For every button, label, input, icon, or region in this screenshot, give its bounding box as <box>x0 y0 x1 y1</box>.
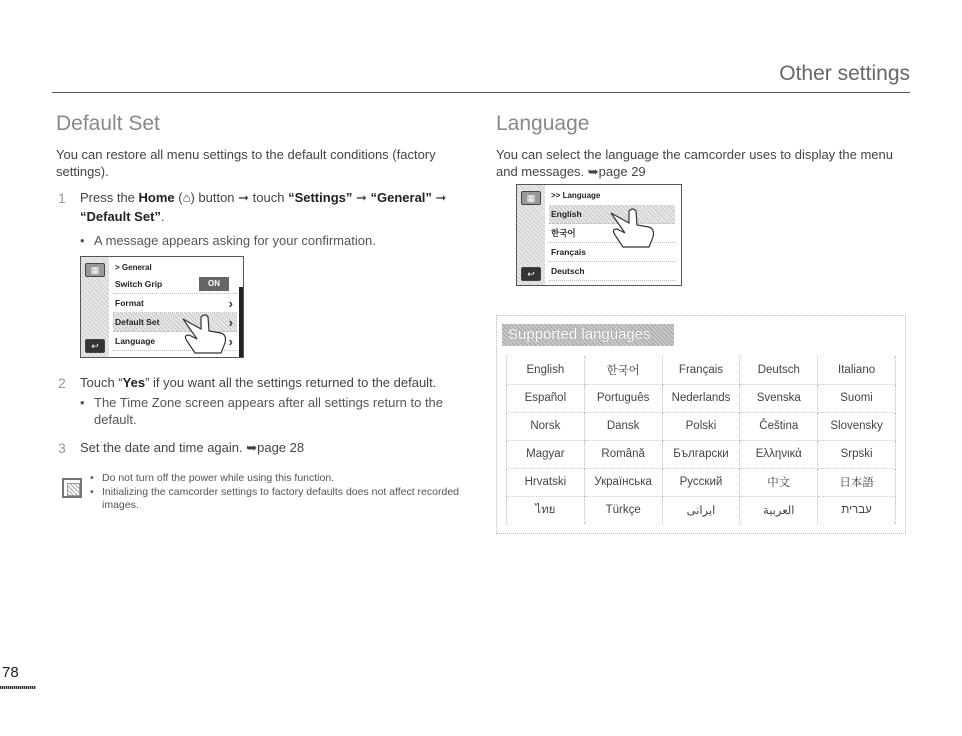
language-cell: Dansk <box>584 412 662 440</box>
language-cell: English <box>507 356 585 384</box>
on-toggle: ON <box>199 277 229 291</box>
screen-header: >> Language <box>551 191 601 200</box>
language-intro: You can select the language the camcorder uses to display the menu and messages. ➥page 29 <box>496 147 893 179</box>
language-cell: 日本語 <box>818 468 896 496</box>
language-cell: Svenska <box>740 384 818 412</box>
language-cell: Български <box>662 440 740 468</box>
language-row-english: English <box>549 205 675 224</box>
language-cell: Română <box>584 440 662 468</box>
page-header-title: Other settings <box>779 62 910 85</box>
language-cell: Slovensky <box>818 412 896 440</box>
language-cell: Polski <box>662 412 740 440</box>
language-cell: Suomi <box>818 384 896 412</box>
default-set-title: Default Set <box>56 112 160 135</box>
language-cell: Русский <box>662 468 740 496</box>
step-3-text: Set the date and time again. ➥page 28 <box>80 440 305 455</box>
chevron-right-icon: › <box>228 296 233 311</box>
language-cell: עברית <box>818 496 896 524</box>
step-2-bullet: • The Time Zone screen appears after all settings return to the default. <box>78 394 468 428</box>
page-number-rule <box>0 686 36 689</box>
step-1-number: 1 <box>58 190 66 206</box>
language-cell: Nederlands <box>662 384 740 412</box>
language-row-german: Deutsch <box>549 262 675 281</box>
default-set-intro: You can restore all menu settings to the default conditions (factory settings). <box>56 147 436 179</box>
language-cell: العربية <box>740 496 818 524</box>
menu-row-default-set: Default Set › <box>113 313 237 332</box>
language-cell: Ελληνικά <box>740 440 818 468</box>
step-1-bullet: • A message appears asking for your confirmation. <box>78 232 468 249</box>
screen-header: > General <box>115 263 152 272</box>
table-row <box>507 496 896 524</box>
language-cell: Deutsch <box>740 356 818 384</box>
language-cell: Português <box>584 384 662 412</box>
step-3-number: 3 <box>58 440 66 456</box>
menu-icon: ▦ <box>85 263 105 277</box>
table-row <box>507 356 896 384</box>
language-cell: 한국어 <box>584 356 662 384</box>
language-cell: Français <box>662 356 740 384</box>
table-row <box>507 412 896 440</box>
language-cell: Hrvatski <box>507 468 585 496</box>
menu-row-language: Language › <box>113 332 237 351</box>
step-1-text: Press the Home (⌂) button ➞ touch “Settings” ➞ “General” ➞ “Default Set”. <box>80 190 447 224</box>
language-title: Language <box>496 112 590 135</box>
chevron-right-icon: › <box>228 334 233 349</box>
touch-hand-icon <box>181 311 233 355</box>
supported-languages-table <box>506 356 896 524</box>
step-2-number: 2 <box>58 375 66 391</box>
note-icon <box>62 478 82 498</box>
table-row <box>507 384 896 412</box>
language-cell: ایرانی <box>662 496 740 524</box>
language-cell: Türkçe <box>584 496 662 524</box>
back-icon: ↩ <box>85 339 105 353</box>
general-menu-screen <box>80 256 244 358</box>
language-cell: Magyar <box>507 440 585 468</box>
language-cell: ไทย <box>507 496 585 524</box>
menu-row-switch-grip: Switch Grip ON <box>113 275 237 294</box>
chevron-right-icon: › <box>228 315 233 330</box>
touch-hand-icon <box>609 205 661 249</box>
page-number: 78 <box>2 664 19 681</box>
language-cell: Español <box>507 384 585 412</box>
step-2-text: Touch “Yes” if you want all the settings returned to the default. <box>80 375 437 390</box>
note-item: • Do not turn off the power while using this function. <box>88 472 468 485</box>
language-cell: Українська <box>584 468 662 496</box>
language-cell: Italiano <box>818 356 896 384</box>
language-cell: Čeština <box>740 412 818 440</box>
table-row <box>507 468 896 496</box>
screen-scrollbar <box>239 287 243 357</box>
language-row-french: Français <box>549 243 675 262</box>
language-cell: Srpski <box>818 440 896 468</box>
language-row-korean: 한국어 <box>549 224 675 243</box>
language-cell: 中文 <box>740 468 818 496</box>
supported-languages-title: Supported languages <box>502 324 674 346</box>
language-cell: Norsk <box>507 412 585 440</box>
menu-row-format: Format › <box>113 294 237 313</box>
language-menu-screen <box>516 184 682 286</box>
back-icon: ↩ <box>521 267 541 281</box>
note-item: • Initializing the camcorder settings to factory defaults does not affect recorded images. <box>88 486 468 512</box>
menu-icon: ▦ <box>521 191 541 205</box>
table-row <box>507 440 896 468</box>
header-divider <box>52 92 910 93</box>
